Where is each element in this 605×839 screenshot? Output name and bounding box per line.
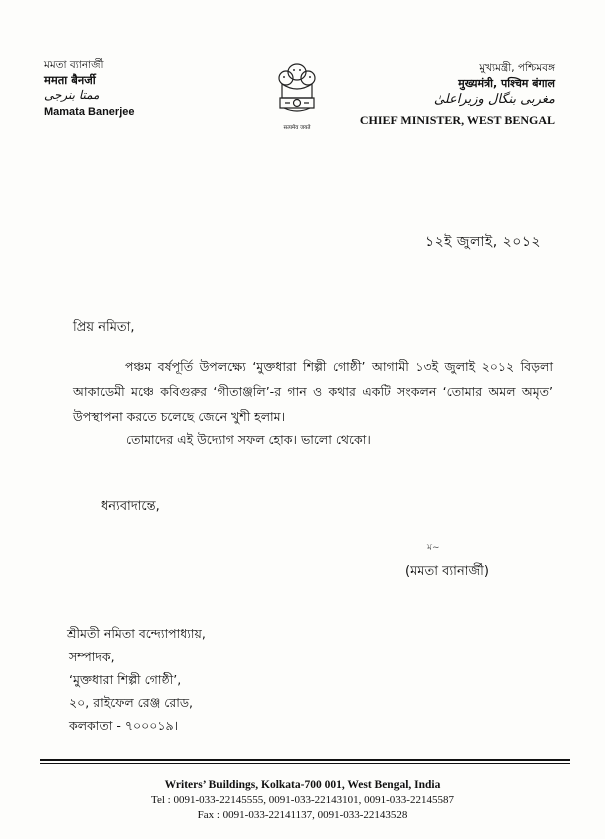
recipient-line: ‘মুক্তধারা শিল্পী গোষ্ঠী’, — [69, 672, 182, 687]
paragraph-2: তোমাদের এই উদ্যোগ সফল হোক। ভালো থেকো। — [126, 432, 371, 447]
closing: ধন্যবাদান্তে, — [101, 499, 160, 514]
letterhead-right — [360, 60, 555, 128]
recipient-line: কলকাতা - ৭০০০১৯। — [69, 718, 179, 733]
name-english: Mamata Banerjee — [44, 106, 135, 118]
footer-tel: Tel : 0091-033-22145555, 0091-033-22143101, 0091-033-22145587 — [151, 794, 454, 806]
title-urdu: مغربی بنگال وزیراعلیٰ — [433, 92, 555, 107]
name-hindi: ममता बैनर्जी — [44, 73, 96, 87]
name-bengali: মমতা ব্যানার্জী — [44, 59, 104, 71]
name-urdu: ممتا بنرجی — [44, 88, 100, 102]
recipient-line: সম্পাদক, — [69, 649, 115, 664]
signature-name: (মমতা ব্যানার্জী) — [405, 564, 489, 579]
footer-address: Writers’ Buildings, Kolkata-700 001, West Bengal, India — [164, 779, 441, 791]
letterhead-left — [44, 58, 135, 120]
title-english: CHIEF MINISTER, WEST BENGAL — [359, 113, 555, 127]
paragraph-1: পঞ্চম বর্ষপূর্তি উপলক্ষ্যে ‘মুক্তধারা শিল্পী গোষ্ঠী’ আগামী ১৩ই জুলাই ২০১২ বিড়লা আকাডেমী মঞ্চে কবিগুরুর ‘গীতাঞ্জলি’-র গান ও কথার একটি সংকলন ‘তোমার অমল অমৃত’ উপস্থাপনা করতে চলেছে জেনে খুশী হলাম। — [73, 359, 553, 424]
footer-divider-thin — [40, 763, 570, 764]
recipient-line: ২০, রাইফেল রেঞ্জ রোড, — [69, 695, 193, 710]
recipient-line: শ্রীমতী নমিতা বন্দ্যোপাধ্যায়, — [67, 626, 206, 641]
footer — [0, 778, 605, 823]
greeting: প্রিয় নমিতা, — [73, 320, 135, 335]
letter-date: ১২ই জুলাই, ২০১২ — [425, 234, 542, 250]
footer-divider — [40, 759, 570, 761]
title-bengali: মুখ্যমন্ত্রী, পশ্চিমবঙ্গ — [479, 62, 555, 74]
signature-mark: ম~ — [427, 543, 440, 553]
footer-fax: Fax : 0091-033-22141137, 0091-033-22143528 — [197, 809, 408, 821]
emblem-motto: सत्यमेव जयते — [283, 125, 311, 131]
title-hindi: मुख्यमंत्री, पश्चिम बंगाल — [458, 77, 555, 90]
recipient-address — [67, 622, 206, 737]
